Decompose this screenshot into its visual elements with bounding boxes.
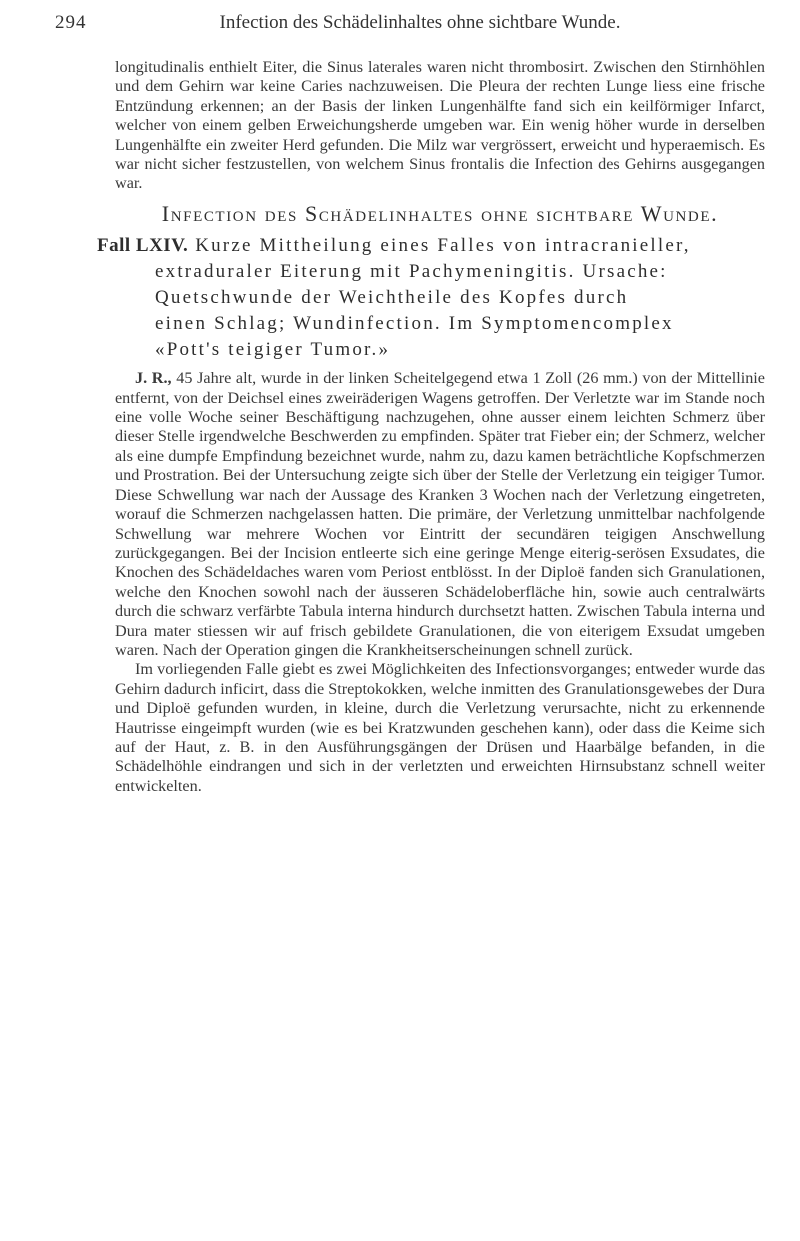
paragraph-continuation: longitudinalis enthielt Eiter, die Sinus laterales waren nicht thrombosirt. Zwischen den Stirnhöhlen und dem Gehirn war keine Caries nachzuweisen. Die Pleura der rechten Lunge liess eine frische Entzündung erkennen; an der Basis der linken Lungenhälfte fand sich ein keilförmiger Infarct, welcher von einem gelben Erweichungsherde umgeben war. Ein wenig höher wurde in derselben Lungenhälfte ein zweiter Herd gefunden. Die Milz war vergrössert, erweicht und hyperaemisch. Es war nicht sicher festzustellen, von welchem Sinus frontalis die Infection des Gehirns ausgegangen war.	[115, 58, 765, 193]
body-text	[97, 58, 765, 796]
case-title-text-1: Kurze Mittheilung eines Falles von intracranieller,	[195, 235, 691, 257]
case-title-line-5: «Pott's teigiger Tumor.»	[155, 339, 391, 361]
discussion-paragraph: Im vorliegenden Falle giebt es zwei Möglichkeiten des Infectionsvorganges; entweder wurde das Gehirn dadurch inficirt, dass die Streptokokken, welche inmitten des Granulationsgewebes der Dura und Diploë gefunden wurden, in kleine, durch die Verletzung verursachte, nicht zu erkennende Hautrisse eingeimpft wurden (wie es bei Kratzwunden geschehen kann), oder dass die Keime sich auf der Haut, z. B. in den Ausführungsgängen der Drüsen und Haarbälge befanden, in die Schädelhöhle eindrangen und sich in der verletzten und erweichten Hirnsubstanz schnell weiter entwickelten.	[115, 660, 765, 795]
case-number: Fall LXIV.	[97, 235, 189, 257]
case-title	[97, 233, 765, 363]
page-number: 294	[55, 12, 87, 33]
patient-initials: J. R.,	[135, 369, 172, 388]
section-heading: Infection des Schädelinhaltes ohne sichtbare Wunde.	[161, 200, 719, 226]
case-title-line-3: Quetschwunde der Weichtheile des Kopfes durch	[155, 287, 629, 309]
case-title-line-4: einen Schlag; Wundinfection. Im Symptomencomplex	[155, 313, 674, 335]
case-title-line-1	[97, 233, 765, 259]
case-title-line-2: extraduraler Eiterung mit Pachymeningitis. Ursache:	[155, 261, 668, 283]
case-report-paragraph	[115, 369, 765, 660]
running-title: Infection des Schädelinhaltes ohne sichtbare Wunde.	[219, 12, 621, 33]
page-header	[0, 10, 800, 40]
case-report-text: 45 Jahre alt, wurde in der linken Scheitelgegend etwa 1 Zoll (26 mm.) von der Mittellinie entfernt, von der Deichsel eines zweiräderigen Wagens getroffen. Der Verletzte war im Stande noch eine volle Woche seiner Beschäftigung nachzugehen, ohne ausser einem leichten Schmerz über dieser Stelle irgendwelche Beschwerden zu empfinden. Später trat Fieber ein; der Schmerz, welcher als eine dumpfe Empfindung bezeichnet wurde, nahm zu, dazu kamen beträchtliche Kopfschmerzen und Prostration. Bei der Untersuchung zeigte sich über der Stelle der Verletzung ein teigiger Tumor. Diese Schwellung war nach der Aussage des Kranken 3 Wochen nach der Verletzung eingetreten, worauf die Schmerzen nachgelassen hatten. Die primäre, der Verletzung unmittelbar nachfolgende Schwellung war mehrere Wochen vor Eintritt der secundären teigigen Anschwellung zurückgegangen. Bei der Incision entleerte sich eine geringe Menge eiterig-serösen Exsudates, die Knochen des Schädeldaches waren vom Periost entblösst. In der Diploë fanden sich Granulationen, welche den Knochen sowohl nach der äusseren Schädeloberfläche hin, sowie auch centralwärts durch die schwarz verfärbte Tabula interna hindurch durchsetzt hatten. Zwischen Tabula interna und Dura mater stiessen wir auf frisch gebildete Granulationen, die von eiterigem Exsudat umgeben waren. Nach der Operation gingen die Krankheitserscheinungen schnell zurück.	[115, 369, 765, 659]
